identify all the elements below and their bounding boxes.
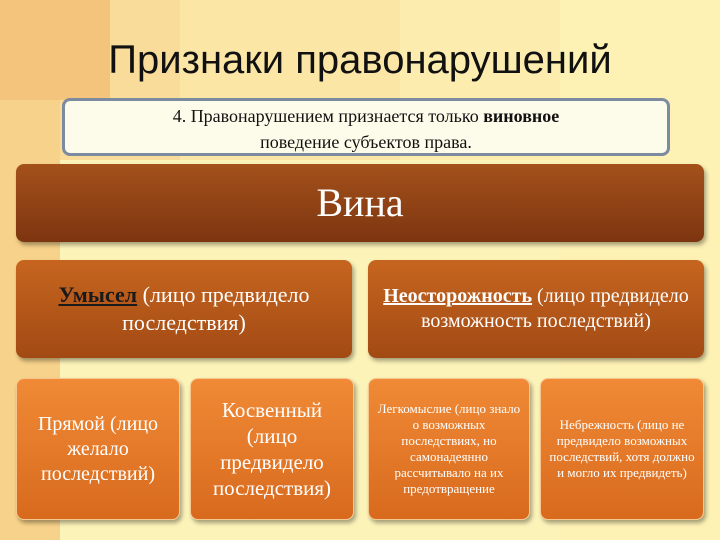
frivolity-text: Легкомыслие (лицо знало о возможных последствиях, но самонадеянно рассчитывало на их предотвращение	[377, 401, 521, 496]
direct-intent-box	[16, 378, 180, 520]
carelessness-text: Небрежность (лицо не предвидело возможных последствий, хотя должно и могло их предвидеть)	[549, 417, 695, 480]
carelessness-box	[540, 378, 704, 520]
indirect-intent-box	[190, 378, 354, 520]
callout-box	[62, 98, 670, 156]
callout-rest: поведение субъектов права.	[260, 132, 472, 152]
intent-desc: (лицо предвидело последствия)	[122, 282, 310, 335]
guilt-header-box	[16, 164, 704, 242]
negligence-text	[368, 284, 704, 334]
negligence-box	[368, 260, 704, 358]
callout-bold-word: виновное	[483, 106, 560, 126]
guilt-header-label: Вина	[316, 180, 404, 225]
indirect-intent-text: Косвенный (лицо предвидело последствия)	[212, 398, 332, 500]
callout-prefix: 4. Правонарушением признается только	[172, 106, 484, 126]
frivolity-box	[368, 378, 530, 520]
slide-title: Признаки правонарушений	[108, 38, 612, 82]
direct-intent-text: Прямой (лицо желало последствий)	[37, 412, 159, 485]
negligence-desc: (лицо предвидело возможность последствий)	[421, 285, 689, 332]
negligence-term: Неосторожность	[383, 285, 533, 307]
intent-text	[16, 281, 352, 337]
intent-term: Умысел	[58, 282, 138, 307]
intent-box	[16, 260, 352, 358]
